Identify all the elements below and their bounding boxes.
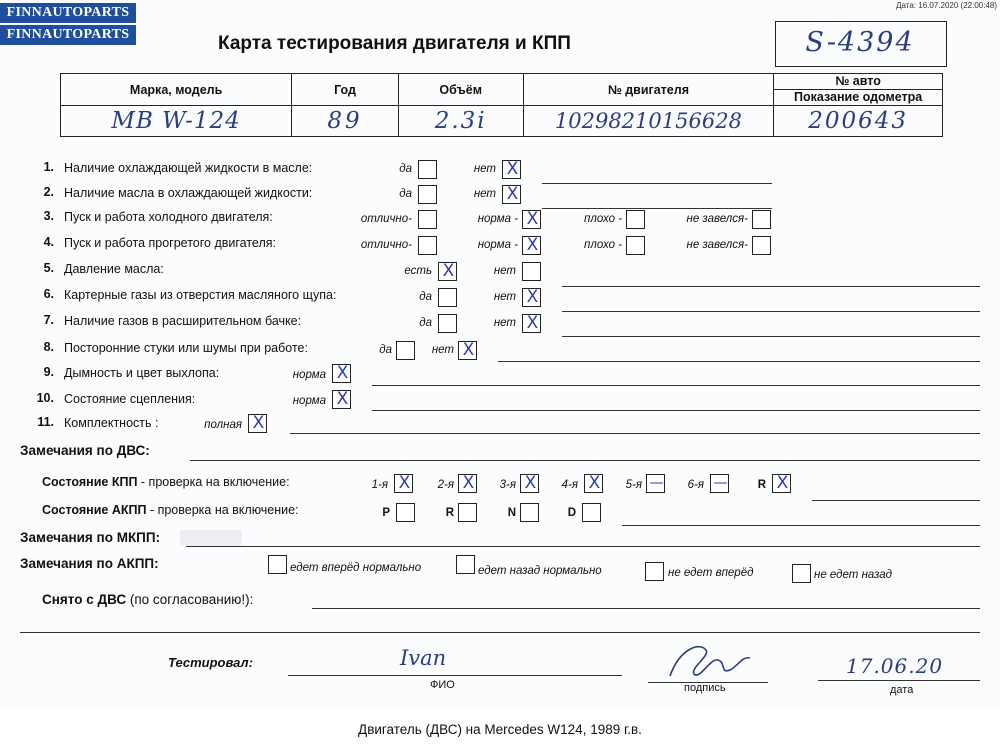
q9-option-normal-label: норма bbox=[292, 369, 326, 381]
akpp-r-checkbox[interactable] bbox=[458, 503, 477, 522]
akpp-d-label: D bbox=[567, 507, 576, 519]
volume-value: 2.3i bbox=[398, 106, 523, 137]
q3-option-excellent-label: отлично- bbox=[360, 213, 412, 225]
q9-label: Дымность и цвет выхлопа: bbox=[64, 366, 220, 380]
gear-6-dash-mark: — bbox=[713, 475, 728, 491]
akpp-forward-normal-checkbox[interactable] bbox=[268, 555, 287, 574]
q7-option-no-label: нет bbox=[493, 317, 516, 329]
q6-check-mark: X bbox=[526, 287, 539, 307]
gear-6-label: 6-я bbox=[687, 479, 704, 491]
q6-notes-line bbox=[562, 311, 980, 312]
q4-option-normal-label: норма - bbox=[477, 239, 518, 251]
date-caption: дата bbox=[890, 684, 914, 696]
q9-check-mark: X bbox=[336, 363, 349, 383]
make-model-value: МВ W-124 bbox=[61, 106, 292, 137]
col-odometer-header: Показание одометра bbox=[774, 89, 942, 105]
q2-option-no-label: нет bbox=[473, 188, 496, 200]
q4-checkbox-not-started[interactable] bbox=[752, 236, 771, 255]
q1-notes-line bbox=[542, 183, 772, 184]
q4-option-not-started-label: не завелся- bbox=[686, 239, 748, 251]
q2-notes-line bbox=[542, 208, 772, 209]
gear-2-mark: X bbox=[462, 473, 475, 493]
tester-name-value: Ivan bbox=[400, 646, 447, 670]
q10-label: Состояние сцепления: bbox=[64, 392, 196, 406]
gear-5-dash-mark: — bbox=[649, 475, 664, 491]
akpp-forward-normal-label: едет вперёд нормально bbox=[290, 562, 422, 574]
gear-1-label: 1-я bbox=[371, 479, 388, 491]
gear-2-checkbox[interactable] bbox=[458, 474, 477, 493]
removed-line-2 bbox=[20, 632, 980, 633]
q9-number: 9. bbox=[43, 365, 54, 379]
q3-number: 3. bbox=[43, 209, 54, 223]
date-line bbox=[818, 680, 980, 681]
akpp-check-label-bold: Состояние АКПП bbox=[42, 503, 147, 517]
engine-remarks-line bbox=[190, 460, 980, 461]
col-make-header: Марка, модель bbox=[61, 74, 292, 106]
card-title: Карта тестирования двигателя и КПП bbox=[218, 33, 571, 54]
q5-check-mark: X bbox=[442, 261, 455, 281]
q10-option-normal-label: норма bbox=[292, 395, 326, 407]
q11-check-mark: X bbox=[252, 413, 265, 433]
akpp-remarks-label: Замечания по АКПП: bbox=[20, 556, 159, 571]
year-value: 89 bbox=[292, 106, 399, 137]
q11-number: 11. bbox=[37, 415, 54, 429]
redacted-area bbox=[180, 530, 242, 546]
q5-label: Давление масла: bbox=[64, 262, 164, 276]
q8-label: Посторонние стуки или шумы при работе: bbox=[64, 341, 308, 355]
gear-1-mark: X bbox=[398, 473, 411, 493]
watermark-bottom: FINNAUTOPARTS bbox=[0, 25, 136, 45]
q11-option-full-label: полная bbox=[204, 419, 242, 431]
gear-5-checkbox[interactable] bbox=[646, 474, 665, 493]
q4-label: Пуск и работа прогретого двигателя: bbox=[64, 236, 276, 250]
q6-checkbox-no[interactable] bbox=[522, 288, 541, 307]
tested-by-label: Тестировал: bbox=[168, 655, 253, 670]
q1-option-no-label: нет bbox=[473, 163, 496, 175]
gear-2-label: 2-я bbox=[437, 479, 454, 491]
q7-option-yes-label: да bbox=[419, 317, 432, 329]
q1-checkbox-yes[interactable] bbox=[418, 160, 437, 179]
akpp-p-checkbox[interactable] bbox=[396, 503, 415, 522]
akpp-no-forward-label: не едет вперёд bbox=[668, 567, 754, 579]
akpp-no-reverse-checkbox[interactable] bbox=[792, 564, 811, 583]
kpp-check-label bbox=[42, 475, 290, 489]
q10-number: 10. bbox=[36, 391, 54, 405]
gear-3-mark: X bbox=[524, 473, 537, 493]
gear-4-mark: X bbox=[588, 473, 601, 493]
q7-checkbox-yes[interactable] bbox=[438, 314, 457, 333]
q3-option-bad-label: плохо - bbox=[584, 213, 622, 225]
q1-number: 1. bbox=[43, 160, 54, 174]
q4-checkbox-bad[interactable] bbox=[626, 236, 645, 255]
q5-notes-line bbox=[562, 286, 980, 287]
date-stamp: Дата: 16.07.2020 (22:00:48) bbox=[896, 1, 997, 10]
q4-number: 4. bbox=[43, 235, 54, 249]
q3-checkbox-not-started[interactable] bbox=[752, 210, 771, 229]
q10-check-mark: X bbox=[336, 389, 349, 409]
q2-option-yes-label: да bbox=[399, 188, 412, 200]
kpp-check-label-bold: Состояние КПП bbox=[42, 475, 138, 489]
vehicle-header-table bbox=[60, 73, 943, 137]
signature-mark bbox=[660, 638, 770, 688]
q7-label: Наличие газов в расширительном бачке: bbox=[64, 314, 302, 328]
q2-check-mark: X bbox=[506, 184, 519, 204]
gear-reverse-mark: X bbox=[776, 473, 789, 493]
q4-option-excellent-label: отлично- bbox=[360, 239, 412, 251]
col-year-header: Год bbox=[292, 74, 399, 106]
q10-checkbox-normal[interactable] bbox=[332, 390, 351, 409]
stock-number-value: S-4394 bbox=[805, 27, 915, 58]
q8-option-yes-label: да bbox=[379, 344, 392, 356]
q6-checkbox-yes[interactable] bbox=[438, 288, 457, 307]
akpp-n-checkbox[interactable] bbox=[520, 503, 539, 522]
q6-option-yes-label: да bbox=[419, 291, 432, 303]
removed-label bbox=[42, 592, 253, 607]
q8-notes-line bbox=[498, 361, 980, 362]
q1-checkbox-no[interactable] bbox=[502, 160, 521, 179]
removed-label-rest: (по согласованию!): bbox=[126, 592, 254, 607]
q3-checkbox-normal[interactable] bbox=[522, 210, 541, 229]
q7-checkbox-no[interactable] bbox=[522, 314, 541, 333]
gear-4-label: 4-я bbox=[561, 479, 578, 491]
akpp-notes-line bbox=[622, 525, 980, 526]
akpp-no-forward-checkbox[interactable] bbox=[645, 562, 664, 581]
q8-check-mark: X bbox=[462, 340, 475, 360]
q8-option-no-label: нет bbox=[431, 344, 454, 356]
akpp-d-checkbox[interactable] bbox=[582, 503, 601, 522]
gear-6-checkbox[interactable] bbox=[710, 474, 729, 493]
gear-reverse-checkbox[interactable] bbox=[772, 474, 791, 493]
q3-checkbox-bad[interactable] bbox=[626, 210, 645, 229]
q1-option-yes-label: да bbox=[399, 163, 412, 175]
q2-label: Наличие масла в охлаждающей жидкости: bbox=[64, 186, 313, 200]
col-stock-number-header: № авто bbox=[835, 74, 881, 88]
q2-checkbox-yes[interactable] bbox=[418, 185, 437, 204]
gear-3-label: 3-я bbox=[499, 479, 516, 491]
q4-checkbox-normal[interactable] bbox=[522, 236, 541, 255]
fio-caption: ФИО bbox=[430, 679, 455, 691]
photo-caption: Двигатель (ДВС) на Mercedes W124, 1989 г.в. bbox=[0, 710, 1000, 749]
q6-label: Картерные газы из отверстия масляного щупа: bbox=[64, 288, 337, 302]
tester-name-line bbox=[288, 675, 622, 676]
signature-caption: подпись bbox=[684, 682, 726, 694]
col-engine-number-header: № двигателя bbox=[523, 74, 774, 106]
engine-remarks-label: Замечания по ДВС: bbox=[20, 443, 150, 458]
akpp-check-label bbox=[42, 503, 299, 517]
q6-option-no-label: нет bbox=[493, 291, 516, 303]
q6-number: 6. bbox=[43, 287, 54, 301]
q9-notes-line bbox=[372, 385, 980, 386]
q3-option-not-started-label: не завелся- bbox=[686, 213, 748, 225]
q1-label: Наличие охлаждающей жидкости в масле: bbox=[64, 161, 313, 175]
gear-5-label: 5-я bbox=[625, 479, 642, 491]
q5-option-no-label: нет bbox=[493, 265, 516, 277]
akpp-r-label: R bbox=[445, 507, 454, 519]
akpp-no-reverse-label: не едет назад bbox=[814, 569, 893, 581]
mkpp-remarks-label: Замечания по МКПП: bbox=[20, 530, 161, 545]
kpp-notes-line bbox=[812, 500, 980, 501]
date-value: 17.06.20 bbox=[846, 654, 944, 678]
odometer-value: 200643 bbox=[774, 106, 943, 137]
q2-checkbox-no[interactable] bbox=[502, 185, 521, 204]
q4-check-mark: X bbox=[526, 235, 539, 255]
q7-number: 7. bbox=[43, 313, 54, 327]
q3-check-mark: X bbox=[526, 209, 539, 229]
q5-checkbox-no[interactable] bbox=[522, 262, 541, 281]
q5-number: 5. bbox=[43, 261, 54, 275]
q3-checkbox-excellent[interactable] bbox=[418, 210, 437, 229]
engine-number-value: 10298210156628 bbox=[523, 106, 774, 137]
akpp-reverse-normal-label: едет назад нормально bbox=[478, 565, 602, 577]
akpp-reverse-normal-checkbox[interactable] bbox=[456, 555, 475, 574]
q8-number: 8. bbox=[43, 340, 54, 354]
q10-notes-line bbox=[372, 410, 980, 411]
col-volume-header: Объём bbox=[398, 74, 523, 106]
q5-checkbox-yes[interactable] bbox=[438, 262, 457, 281]
q7-check-mark: X bbox=[526, 313, 539, 333]
gear-3-checkbox[interactable] bbox=[520, 474, 539, 493]
q4-option-bad-label: плохо - bbox=[584, 239, 622, 251]
q3-label: Пуск и работа холодного двигателя: bbox=[64, 210, 273, 224]
gear-4-checkbox[interactable] bbox=[584, 474, 603, 493]
akpp-n-label: N bbox=[507, 507, 516, 519]
kpp-check-label-rest: - проверка на включение: bbox=[137, 475, 290, 489]
q5-option-yes-label: есть bbox=[404, 265, 432, 277]
q3-option-normal-label: норма - bbox=[477, 213, 518, 225]
mkpp-remarks-line bbox=[186, 546, 980, 547]
akpp-check-label-rest: - проверка на включение: bbox=[146, 503, 299, 517]
q11-checkbox-full[interactable] bbox=[248, 414, 267, 433]
q7-notes-line bbox=[562, 336, 980, 337]
gear-1-checkbox[interactable] bbox=[394, 474, 413, 493]
q2-number: 2. bbox=[43, 185, 54, 199]
gear-reverse-label: R bbox=[757, 479, 766, 491]
q8-checkbox-no[interactable] bbox=[458, 341, 477, 360]
removed-line-1 bbox=[312, 608, 980, 609]
watermark-top: FINNAUTOPARTS bbox=[0, 3, 136, 23]
q11-notes-line bbox=[290, 433, 980, 434]
q4-checkbox-excellent[interactable] bbox=[418, 236, 437, 255]
q11-label: Комплектность : bbox=[64, 416, 159, 430]
removed-label-bold: Снято с ДВС bbox=[42, 592, 127, 607]
akpp-p-label: P bbox=[382, 507, 390, 519]
q1-check-mark: X bbox=[506, 159, 519, 179]
q9-checkbox-normal[interactable] bbox=[332, 364, 351, 383]
